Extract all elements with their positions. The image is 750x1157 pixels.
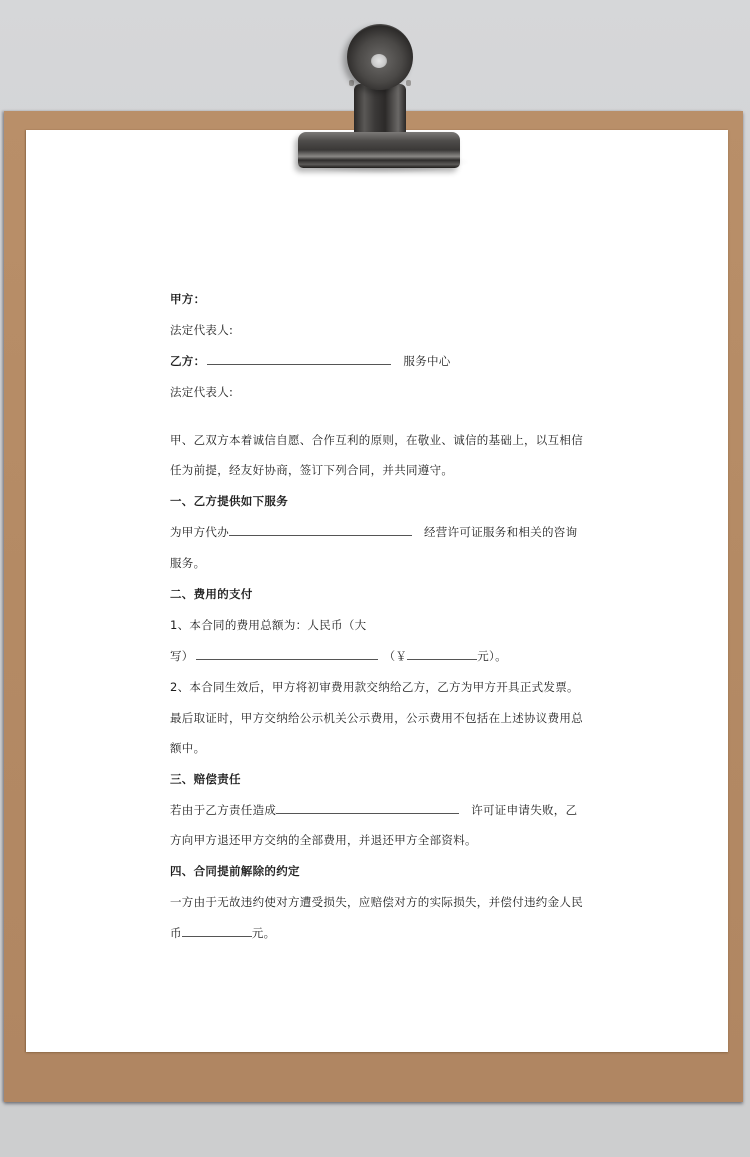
contract-paper [26,130,728,1052]
section-4-line-1: 一方由于无故违约使对方遭受损失，应赔偿对方的实际损失，并偿付违约金人民 [170,895,583,909]
section-1-prefix: 为甲方代办 [170,525,229,539]
section-2-heading: 二、费用的支付 [170,587,253,601]
party-a-representative-label: 法定代表人: [170,323,234,337]
section-1-heading: 一、乙方提供如下服务 [170,494,288,508]
section-3-prefix: 若由于乙方责任造成 [170,803,277,817]
section-3-line-1 [170,802,577,818]
binder-clip-hole [371,54,387,68]
penalty-amount-blank[interactable] [182,925,252,937]
section-2-item-1-line-1: 1、本合同的费用总额为：人民币（大 [170,618,367,632]
penalty-suffix: 元。 [251,926,276,940]
section-4-line-2 [170,925,275,941]
party-b-representative-label: 法定代表人: [170,385,234,399]
party-b-label: 乙方： [170,354,206,368]
amount-in-words-blank[interactable] [196,648,378,660]
preamble-line-1: 甲、乙双方本着诚信自愿、合作互利的原则，在敬业、诚信的基础上，以互相信 [170,433,583,447]
preamble-line-2: 任为前提，经友好协商，签订下列合同，并共同遵守。 [170,463,454,477]
section-3-line-2: 方向甲方退还甲方交纳的全部费用，并退还甲方全部资料。 [170,833,477,847]
amount-yuan-prefix: （￥ [383,649,408,663]
binder-clip-neck [354,84,406,136]
section-2-item-1-line-2 [170,648,507,664]
section-4-heading: 四、合同提前解除的约定 [170,864,300,878]
license-type-blank[interactable] [229,524,412,536]
party-b-name-blank[interactable] [207,353,391,365]
section-1-line-2: 服务。 [170,556,206,570]
section-2-item-2-line-3: 额中。 [170,741,206,755]
section-1-line-1 [170,524,577,540]
amount-in-figures-blank[interactable] [407,648,477,660]
binder-clip-icon [298,132,460,168]
amount-words-prefix: 写） [170,649,194,663]
party-b-line [170,353,451,369]
binder-clip-pin-icon [406,80,411,86]
failure-license-blank[interactable] [276,802,459,814]
section-2-item-2-line-1: 2、本合同生效后，甲方将初审费用款交纳给乙方，乙方为甲方开具正式发票。 [170,680,579,694]
section-3-heading: 三、赔偿责任 [170,772,241,786]
party-a-label: 甲方： [170,292,206,306]
party-b-suffix: 服务中心 [403,354,451,368]
section-1-suffix: 经营许可证服务和相关的咨询 [424,525,578,539]
amount-yuan-suffix: 元）。 [477,649,507,663]
binder-clip-pin-icon [349,80,354,86]
section-3-suffix: 许可证申请失败，乙 [471,803,578,817]
section-2-item-2-line-2: 最后取证时，甲方交纳给公示机关公示费用，公示费用不包括在上述协议费用总 [170,711,583,725]
penalty-prefix: 币 [170,926,182,940]
